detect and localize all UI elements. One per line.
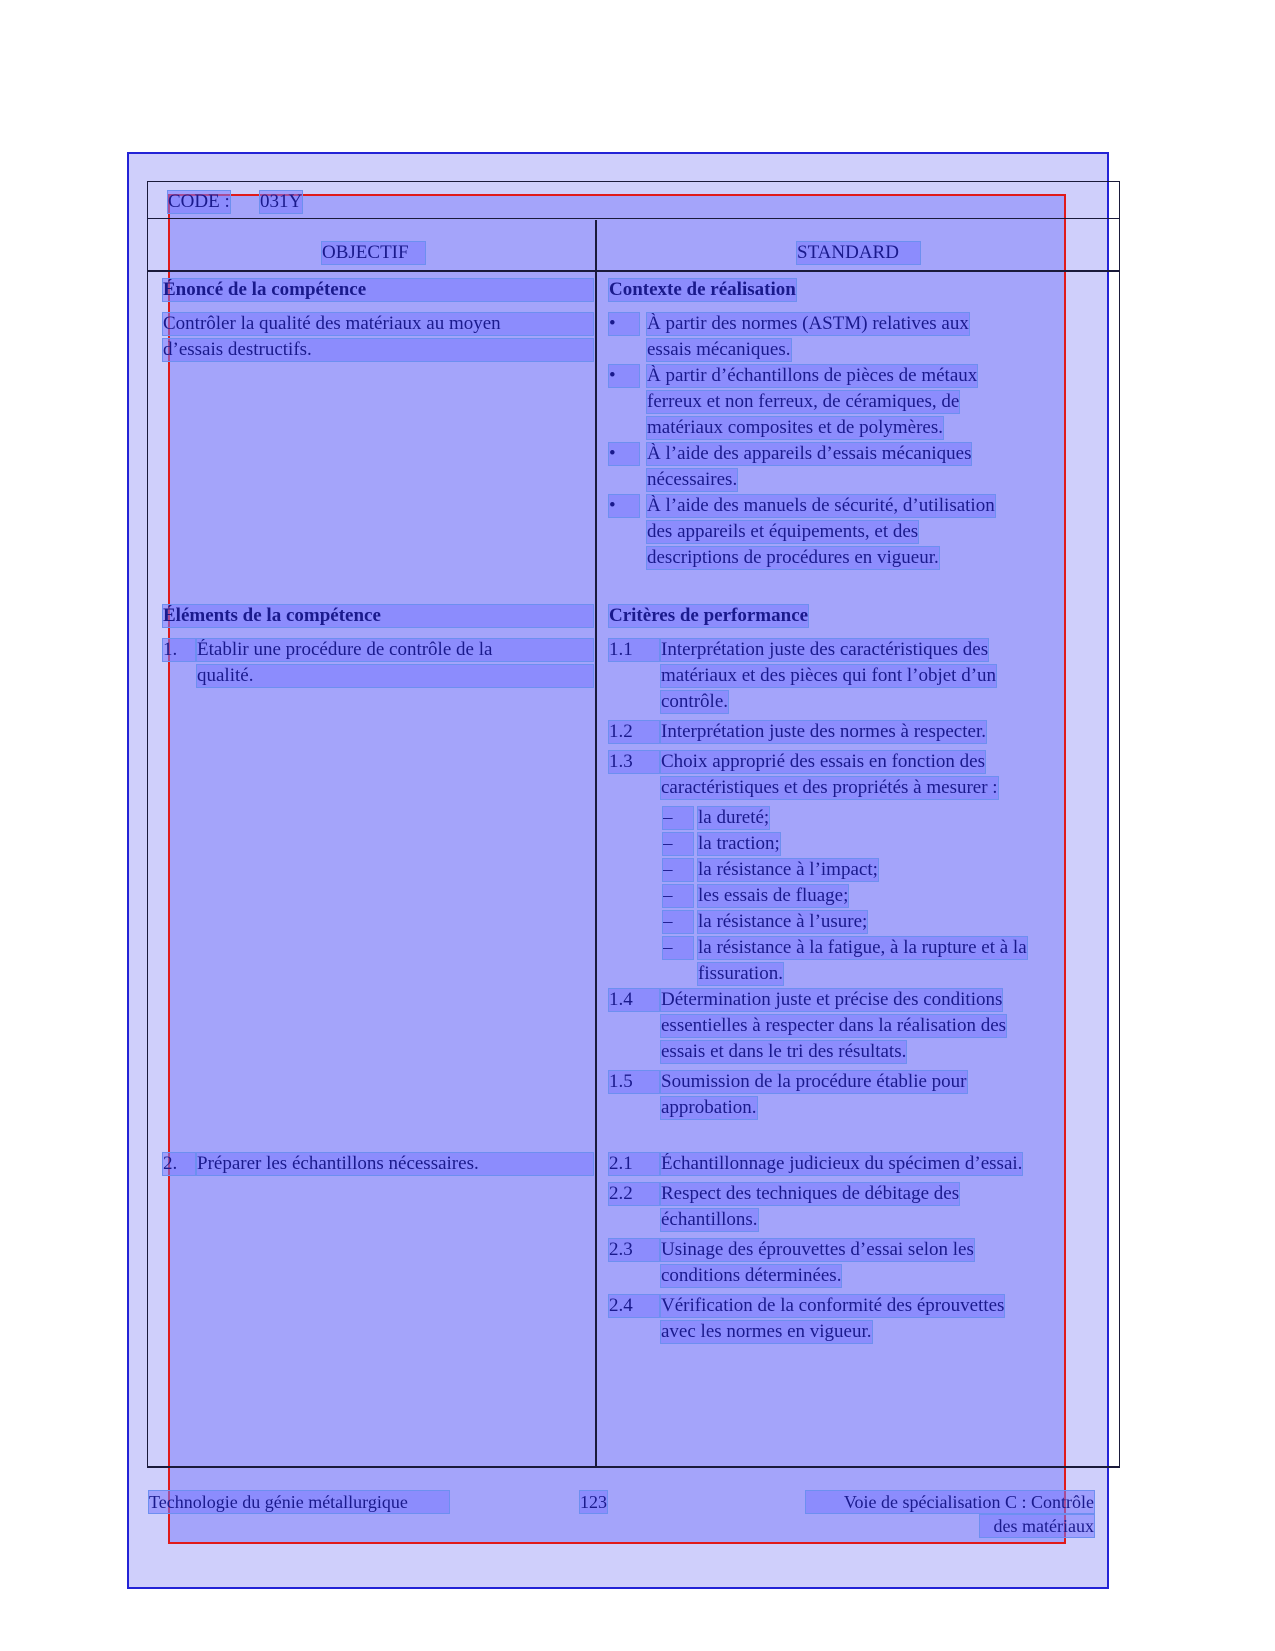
criterion-1-1-line-1: Interprétation juste des caractéristiques des [661,639,989,660]
header-bottom-rule [147,270,1120,272]
criterion-number: 1.3 [609,751,659,773]
sub-item-marker: – [663,807,693,829]
criterion-2-2-line-1: Respect des techniques de débitage des [661,1183,960,1204]
criterion-1-4-line-1: Détermination juste et précise des conditions [661,989,1003,1010]
footer-right-line-1: Voie de spécialisation C : Contrôle [806,1491,1094,1513]
bullet-2-line-1: À partir d’échantillons de pièces de métaux [647,365,978,386]
code-value: 031Y [260,191,303,212]
criterion-1-1-line-2: matériaux et des pièces qui font l’objet d’un [661,665,997,686]
table-bottom-rule [147,1466,1120,1468]
sub-item-fatigue-line-1: la résistance à la fatigue, à la rupture et à la [698,937,1027,958]
enonce-text-line-1: Contrôler la qualité des matériaux au moyen [163,313,593,335]
element-2-line-1: Préparer les échantillons nécessaires. [197,1153,593,1175]
contexte-title: Contexte de réalisation [609,279,796,300]
criterion-1-3-line-1: Choix approprié des essais en fonction des [661,751,985,772]
criterion-number: 1.2 [609,721,659,743]
sub-item-usure: la résistance à l’usure; [698,911,868,932]
bullet-4-line-2: des appareils et équipements, et des [647,521,919,542]
sub-item-fluage: les essais de fluage; [698,885,849,906]
enonce-title: Énoncé de la compétence [163,279,593,301]
sub-item-traction: la traction; [698,833,780,854]
bullet-marker: • [609,443,639,465]
criterion-number: 2.2 [609,1183,659,1205]
criterion-1-5-line-1: Soumission de la procédure établie pour [661,1071,967,1092]
standard-header: STANDARD [797,242,920,264]
criterion-number: 2.4 [609,1295,659,1317]
sub-item-fatigue-line-2: fissuration. [698,963,783,984]
bullet-2-line-3: matériaux composites et de polymères. [647,417,943,438]
criterion-2-3-line-2: conditions déterminées. [661,1265,842,1286]
bullet-marker: • [609,313,639,335]
bullet-marker: • [609,495,639,517]
criterion-number: 1.4 [609,989,659,1011]
bullet-4-line-3: descriptions de procédures en vigueur. [647,547,939,568]
criteres-title: Critères de performance [609,605,809,626]
bullet-3-line-1: À l’aide des appareils d’essais mécaniques [647,443,972,464]
sub-item-marker: – [663,833,693,855]
element-1-line-2: qualité. [197,665,593,687]
criterion-number: 2.1 [609,1153,659,1175]
objectif-header: OBJECTIF [322,242,425,264]
bullet-1-line-1: À partir des normes (ASTM) relatives aux [647,313,969,334]
element-2-number: 2. [163,1153,195,1175]
bullet-1-line-2: essais mécaniques. [647,339,791,360]
footer-right-line-2: des matériaux [980,1515,1094,1537]
sub-item-marker: – [663,937,693,959]
table-right-border [1119,181,1120,1467]
element-1-line-1: Établir une procédure de contrôle de la [197,639,593,661]
bullet-2-line-2: ferreux et non ferreux, de céramiques, de [647,391,960,412]
elements-title: Éléments de la compétence [163,605,593,627]
table-top-rule [147,181,1120,182]
sub-item-marker: – [663,911,693,933]
sub-item-impact: la résistance à l’impact; [698,859,878,880]
criterion-1-1-line-3: contrôle. [661,691,729,712]
criterion-1-5-line-2: approbation. [661,1097,757,1118]
criterion-number: 1.1 [609,639,659,661]
criterion-1-4-line-3: essais et dans le tri des résultats. [661,1041,907,1062]
criterion-number: 1.5 [609,1071,659,1093]
criterion-1-3-line-2: caractéristiques et des propriétés à mesurer : [661,777,998,798]
bullet-marker: • [609,365,639,387]
bullet-3-line-2: nécessaires. [647,469,738,490]
criterion-2-2-line-2: échantillons. [661,1209,758,1230]
code-rule [147,218,1120,219]
table-left-border [147,181,148,1467]
criterion-2-4-line-2: avec les normes en vigueur. [661,1321,872,1342]
sub-item-marker: – [663,859,693,881]
criterion-1-2-line-1: Interprétation juste des normes à respecter. [661,721,986,742]
page-number: 123 [580,1492,607,1512]
criterion-number: 2.3 [609,1239,659,1261]
column-divider [595,220,597,1467]
sub-item-marker: – [663,885,693,907]
sub-item-durete: la dureté; [698,807,770,828]
criterion-2-3-line-1: Usinage des éprouvettes d’essai selon les [661,1239,974,1260]
code-label: CODE : [168,191,230,212]
criterion-1-4-line-2: essentielles à respecter dans la réalisation des [661,1015,1007,1036]
criterion-2-4-line-1: Vérification de la conformité des éprouvettes [661,1295,1005,1316]
element-1-number: 1. [163,639,195,661]
criterion-2-1-line-1: Échantillonnage judicieux du spécimen d’essai. [661,1153,1023,1174]
bullet-4-line-1: À l’aide des manuels de sécurité, d’utilisation [647,495,995,516]
footer-left: Technologie du génie métallurgique [149,1491,449,1513]
enonce-text-line-2: d’essais destructifs. [163,339,593,361]
